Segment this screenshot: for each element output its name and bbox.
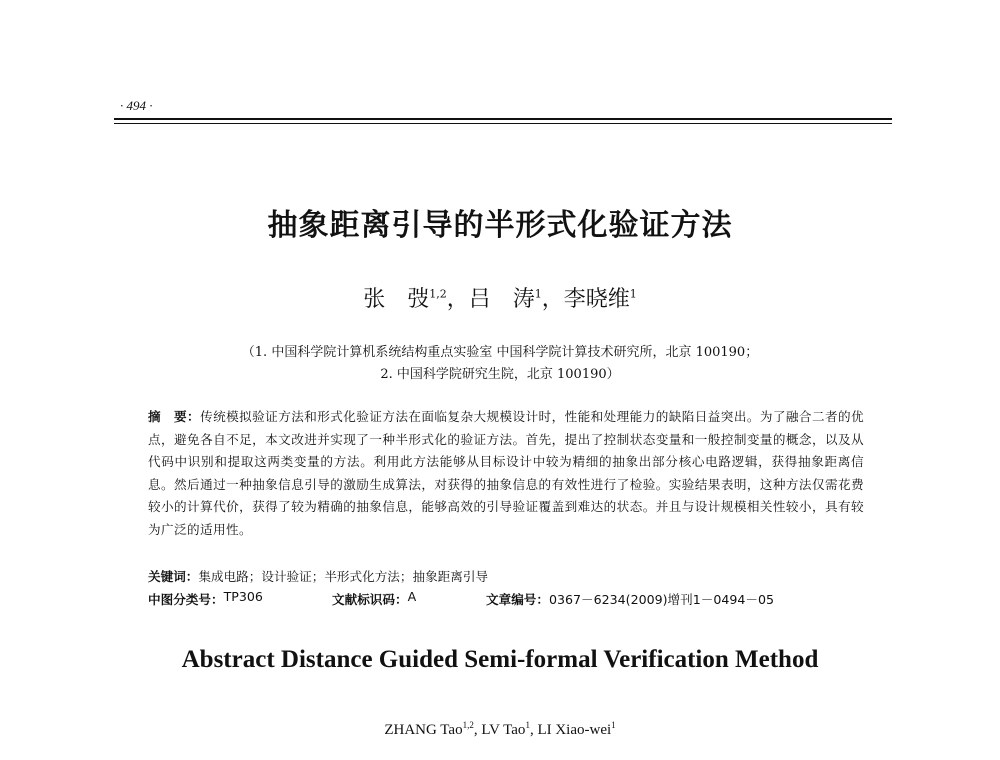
english-title: Abstract Distance Guided Semi-formal Verification Method bbox=[181, 646, 819, 673]
author-en-2-affil: 1 bbox=[525, 720, 530, 730]
header-rule-thin bbox=[114, 123, 892, 124]
author-cn-2-affil: 1 bbox=[534, 287, 542, 301]
author-en-3: LI Xiao-wei bbox=[537, 722, 612, 738]
doc-code-value: A bbox=[407, 589, 417, 604]
document-code bbox=[332, 589, 417, 608]
author-cn-1-affil: 1,2 bbox=[429, 287, 447, 301]
chinese-title: 抽象距离引导的半形式化验证方法 bbox=[267, 208, 733, 243]
author-en-2: LV Tao bbox=[481, 722, 526, 738]
keywords-label: 关键词： bbox=[148, 569, 199, 584]
clc-label: 中图分类号： bbox=[148, 592, 224, 607]
author-en-separator: , bbox=[529, 722, 538, 738]
author-separator: ， bbox=[541, 287, 564, 312]
page-number: · 494 · bbox=[120, 98, 153, 113]
author-en-1-affil: 1,2 bbox=[462, 720, 474, 730]
chinese-authors bbox=[0, 282, 1000, 313]
author-en-3-affil: 1 bbox=[611, 720, 616, 730]
abstract bbox=[148, 406, 864, 541]
abstract-text: 传统模拟验证方法和形式化验证方法在面临复杂大规模设计时，性能和处理能力的缺陷日益突出。为了融合二者的优点，避免各自不足，本文改进并实现了一种半形式化的验证方法。首先，提出了控制状态变量和一般控制变量的概念，以及从代码中识别和提取这两类变量的方法。利用此方法能够从目标设计中较为精细的抽象出部分核心电路逻辑，获得抽象距离信息。然后通过一种抽象信息引导的激励生成算法，对获得的抽象信息的有效性进行了检验。实验结果表明，这种方法仅需花费较小的计算代价，获得了较为精确的抽象信息，能够高效的引导验证覆盖到难达的状态。并且与设计规模相关性较小，具有较为广泛的适用性。 bbox=[148, 409, 864, 537]
author-en-1: ZHANG Tao bbox=[384, 722, 463, 738]
author-separator: ， bbox=[446, 287, 469, 312]
clc-number bbox=[148, 589, 263, 608]
abstract-label: 摘 要： bbox=[148, 409, 201, 424]
keywords-text: 集成电路；设计验证；半形式化方法；抽象距离引导 bbox=[198, 569, 489, 584]
affiliation-line-2: 2. 中国科学院研究生院，北京 100190） bbox=[380, 367, 620, 382]
author-cn-3-affil: 1 bbox=[629, 287, 637, 301]
author-cn-2: 吕 涛 bbox=[468, 287, 535, 312]
affiliation-line-1: （1. 中国科学院计算机系统结构重点实验室 中国科学院计算技术研究所，北京 100190； bbox=[241, 345, 759, 360]
author-cn-3: 李晓维 bbox=[563, 287, 630, 312]
doc-code-label: 文献标识码： bbox=[332, 592, 408, 607]
header-rule-thick bbox=[114, 118, 892, 120]
keywords bbox=[148, 566, 864, 585]
clc-value: TP306 bbox=[223, 589, 263, 604]
article-number-value: 0367－6234(2009)增刊1－0494－05 bbox=[548, 592, 775, 607]
english-authors bbox=[0, 720, 1000, 739]
article-number bbox=[486, 589, 775, 608]
author-cn-1: 张 弢 bbox=[363, 287, 430, 312]
author-en-separator: , bbox=[473, 722, 482, 738]
article-number-label: 文章编号： bbox=[486, 592, 549, 607]
